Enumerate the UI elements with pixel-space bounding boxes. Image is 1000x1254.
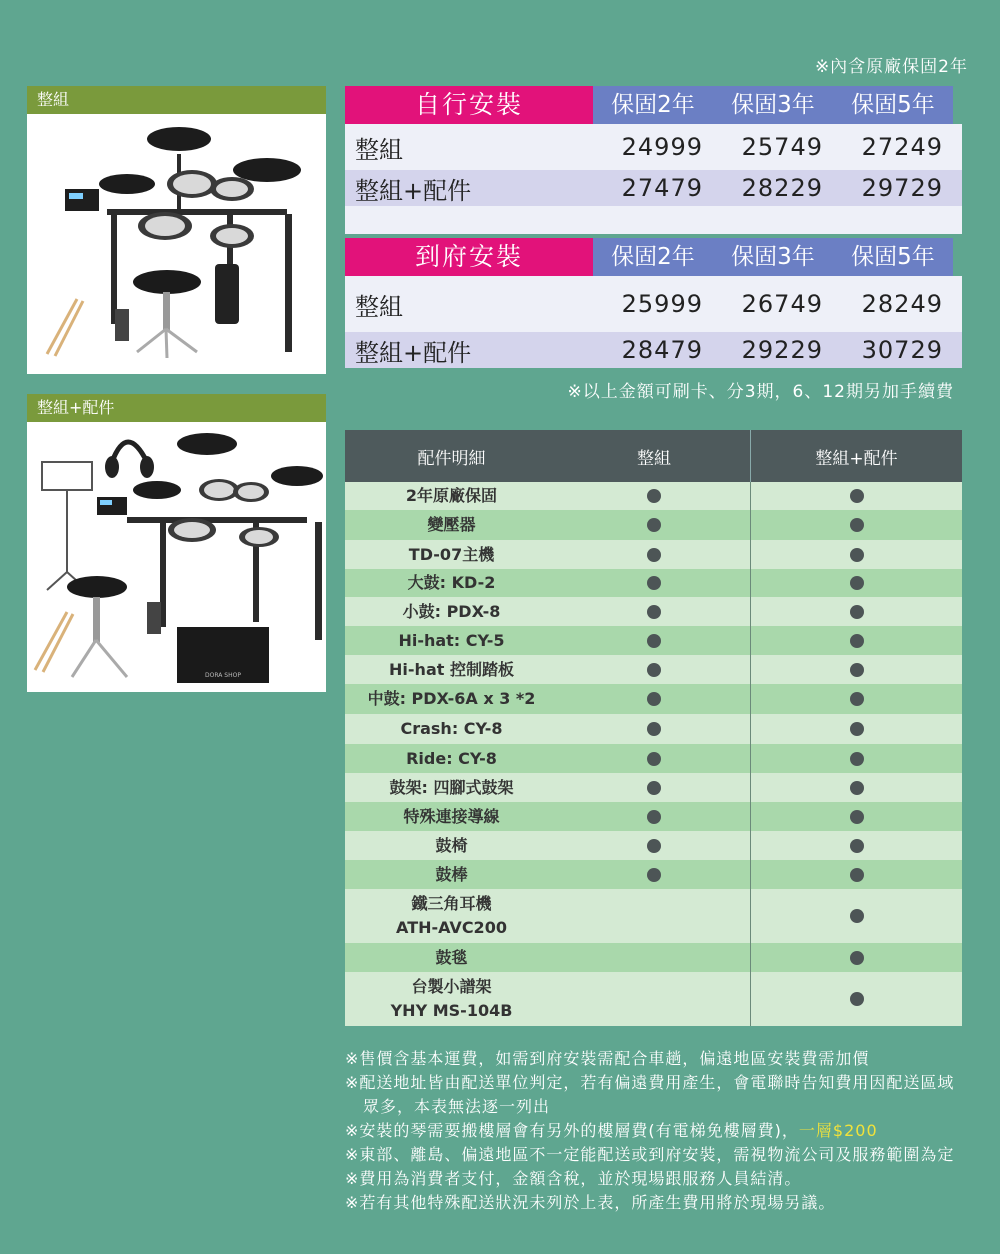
set-included-cell xyxy=(558,972,751,1026)
included-dot-icon xyxy=(850,992,864,1006)
table-row xyxy=(345,684,962,714)
set-included-cell xyxy=(558,540,751,569)
mat-logo-text: DORA SHOP xyxy=(205,672,241,679)
included-dot-icon xyxy=(647,605,661,619)
set-included-cell xyxy=(558,655,751,684)
warranty-5y-header: 保固5年 xyxy=(833,238,953,276)
included-dot-icon xyxy=(850,663,864,677)
set-plus-included-cell xyxy=(751,510,962,540)
included-dot-icon xyxy=(850,839,864,853)
warranty-3y-header: 保固3年 xyxy=(713,86,833,124)
accessory-name: 台製小譜架 YHY MS-104B xyxy=(390,977,513,1020)
note-item: ※售價含基本運費，如需到府安裝需配合車趟，偏遠地區安裝費需加價 xyxy=(345,1049,870,1068)
set-included-cell xyxy=(558,714,751,744)
included-dot-icon xyxy=(850,692,864,706)
product-image-set xyxy=(27,114,326,374)
included-dot-icon xyxy=(647,868,661,882)
included-dot-icon xyxy=(647,489,661,503)
set-included-cell xyxy=(558,482,751,510)
accessory-name: Crash: CY-8 xyxy=(400,719,503,738)
price-row: 整組+配件 28479 29229 30729 xyxy=(345,332,962,368)
included-dot-icon xyxy=(647,692,661,706)
set-plus-included-cell xyxy=(751,943,962,972)
included-dot-icon xyxy=(850,810,864,824)
set-plus-included-cell xyxy=(751,714,962,744)
included-dot-icon xyxy=(647,548,661,562)
table-row xyxy=(345,510,962,540)
accessory-table-header xyxy=(345,430,962,482)
note-item: ※若有其他特殊配送狀況未列於上表，所產生費用將於現場另議。 xyxy=(345,1193,836,1212)
included-dot-icon xyxy=(647,576,661,590)
included-dot-icon xyxy=(647,634,661,648)
product-label-set-plus: 整組+配件 xyxy=(27,394,326,422)
product-label-set: 整組 xyxy=(27,86,326,114)
accessory-name: 2年原廠保固 xyxy=(405,486,498,505)
warranty-5y-header: 保固5年 xyxy=(833,86,953,124)
included-dot-icon xyxy=(647,752,661,766)
included-dot-icon xyxy=(850,781,864,795)
included-dot-icon xyxy=(647,781,661,795)
col-header-set: 整組 xyxy=(558,430,751,482)
included-dot-icon xyxy=(647,722,661,736)
set-included-cell xyxy=(558,626,751,655)
set-included-cell xyxy=(558,889,751,943)
set-plus-included-cell xyxy=(751,626,962,655)
price-row: 整組 24999 25749 27249 xyxy=(345,124,962,170)
table-row xyxy=(345,943,962,972)
price-row: 整組 25999 26749 28249 xyxy=(345,276,962,332)
col-header-item: 配件明細 xyxy=(417,448,486,469)
warranty-2y-header: 保固2年 xyxy=(593,238,713,276)
set-plus-included-cell xyxy=(751,540,962,569)
note-item: ※東部、離島、偏遠地區不一定能配送或到府安裝，需視物流公司及服務範圍為定 xyxy=(345,1145,955,1164)
warranty-note: ※內含原廠保固2年 xyxy=(814,57,968,77)
note-item: ※配送地址皆由配送單位判定，若有偏遠費用產生，會電聯時告知費用因配送區域眾多，本表無法逐一列出 xyxy=(345,1073,955,1116)
accessory-name: 鼓椅 xyxy=(435,835,468,855)
set-plus-included-cell xyxy=(751,860,962,889)
warranty-3y-header: 保固3年 xyxy=(713,238,833,276)
set-included-cell xyxy=(558,773,751,802)
set-included-cell xyxy=(558,744,751,773)
set-plus-included-cell xyxy=(751,482,962,510)
self-install-title: 自行安裝 xyxy=(345,86,593,124)
included-dot-icon xyxy=(850,548,864,562)
table-row xyxy=(345,802,962,831)
table-row xyxy=(345,626,962,655)
notes xyxy=(345,1047,965,1215)
price-row: 整組+配件 27479 28229 29729 xyxy=(345,170,962,206)
set-plus-included-cell xyxy=(751,744,962,773)
accessory-name: 鐵三角耳機 ATH-AVC200 xyxy=(396,894,507,937)
accessory-name: 大鼓: KD-2 xyxy=(407,573,496,592)
table-row xyxy=(345,831,962,860)
product-image-set-plus xyxy=(27,422,326,692)
accessory-name: 小鼓: PDX-8 xyxy=(402,601,501,621)
drum-kit-accessories-illustration xyxy=(27,422,326,692)
set-included-cell xyxy=(558,943,751,972)
accessory-name: Ride: CY-8 xyxy=(406,748,497,768)
accessory-name: 特殊連接導線 xyxy=(403,806,500,826)
table-row xyxy=(345,773,962,802)
set-included-cell xyxy=(558,569,751,597)
accessory-name: 變壓器 xyxy=(427,515,476,534)
set-plus-included-cell xyxy=(751,597,962,626)
set-plus-included-cell xyxy=(751,655,962,684)
table-row xyxy=(345,889,962,943)
home-install-title: 到府安裝 xyxy=(345,238,593,276)
set-plus-included-cell xyxy=(751,972,962,1026)
accessory-name: 鼓棒 xyxy=(435,864,468,884)
set-included-cell xyxy=(558,860,751,889)
drum-kit-illustration xyxy=(27,114,326,374)
set-plus-included-cell xyxy=(751,889,962,943)
accessory-name: 鼓架: 四腳式鼓架 xyxy=(389,777,514,797)
set-included-cell xyxy=(558,510,751,540)
included-dot-icon xyxy=(850,489,864,503)
included-dot-icon xyxy=(850,909,864,923)
included-dot-icon xyxy=(647,518,661,532)
included-dot-icon xyxy=(647,663,661,677)
set-included-cell xyxy=(558,684,751,714)
included-dot-icon xyxy=(850,634,864,648)
accessory-name: Hi-hat: CY-5 xyxy=(398,630,505,650)
table-row xyxy=(345,597,962,626)
set-included-cell xyxy=(558,597,751,626)
set-plus-included-cell xyxy=(751,684,962,714)
included-dot-icon xyxy=(647,839,661,853)
accessory-table xyxy=(345,430,962,1026)
note-item: ※安裝的琴需要搬樓層會有另外的樓層費(有電梯免樓層費)，一層$200 xyxy=(345,1121,878,1140)
table-row xyxy=(345,714,962,744)
note-item: ※費用為消費者支付，金額含稅，並於現場跟服務人員結清。 xyxy=(345,1169,802,1188)
accessory-name: Hi-hat 控制踏板 xyxy=(389,659,514,679)
set-plus-included-cell xyxy=(751,831,962,860)
included-dot-icon xyxy=(647,810,661,824)
set-plus-included-cell xyxy=(751,569,962,597)
included-dot-icon xyxy=(850,951,864,965)
table-spacer xyxy=(345,206,962,234)
included-dot-icon xyxy=(850,576,864,590)
warranty-2y-header: 保固2年 xyxy=(593,86,713,124)
table-row xyxy=(345,569,962,597)
included-dot-icon xyxy=(850,605,864,619)
set-included-cell xyxy=(558,831,751,860)
included-dot-icon xyxy=(850,752,864,766)
home-install-price-table xyxy=(345,238,962,368)
included-dot-icon xyxy=(850,722,864,736)
col-header-set-plus: 整組+配件 xyxy=(815,448,898,469)
accessory-name: TD-07主機 xyxy=(408,544,495,564)
table-row xyxy=(345,744,962,773)
floor-fee-highlight: 一層$200 xyxy=(798,1121,878,1140)
set-included-cell xyxy=(558,802,751,831)
set-plus-included-cell xyxy=(751,802,962,831)
table-row xyxy=(345,860,962,889)
table-row xyxy=(345,655,962,684)
included-dot-icon xyxy=(850,868,864,882)
accessory-rows xyxy=(345,482,962,1026)
accessory-name: 中鼓: PDX-6A x 3 *2 xyxy=(367,689,536,708)
table-row xyxy=(345,972,962,1026)
set-plus-included-cell xyxy=(751,773,962,802)
payment-note: ※以上金額可刷卡、分3期，6、12期另加手續費 xyxy=(567,382,954,402)
table-row xyxy=(345,540,962,569)
included-dot-icon xyxy=(850,518,864,532)
accessory-name: 鼓毯 xyxy=(435,947,468,967)
table-row xyxy=(345,482,962,510)
self-install-price-table xyxy=(345,86,962,234)
